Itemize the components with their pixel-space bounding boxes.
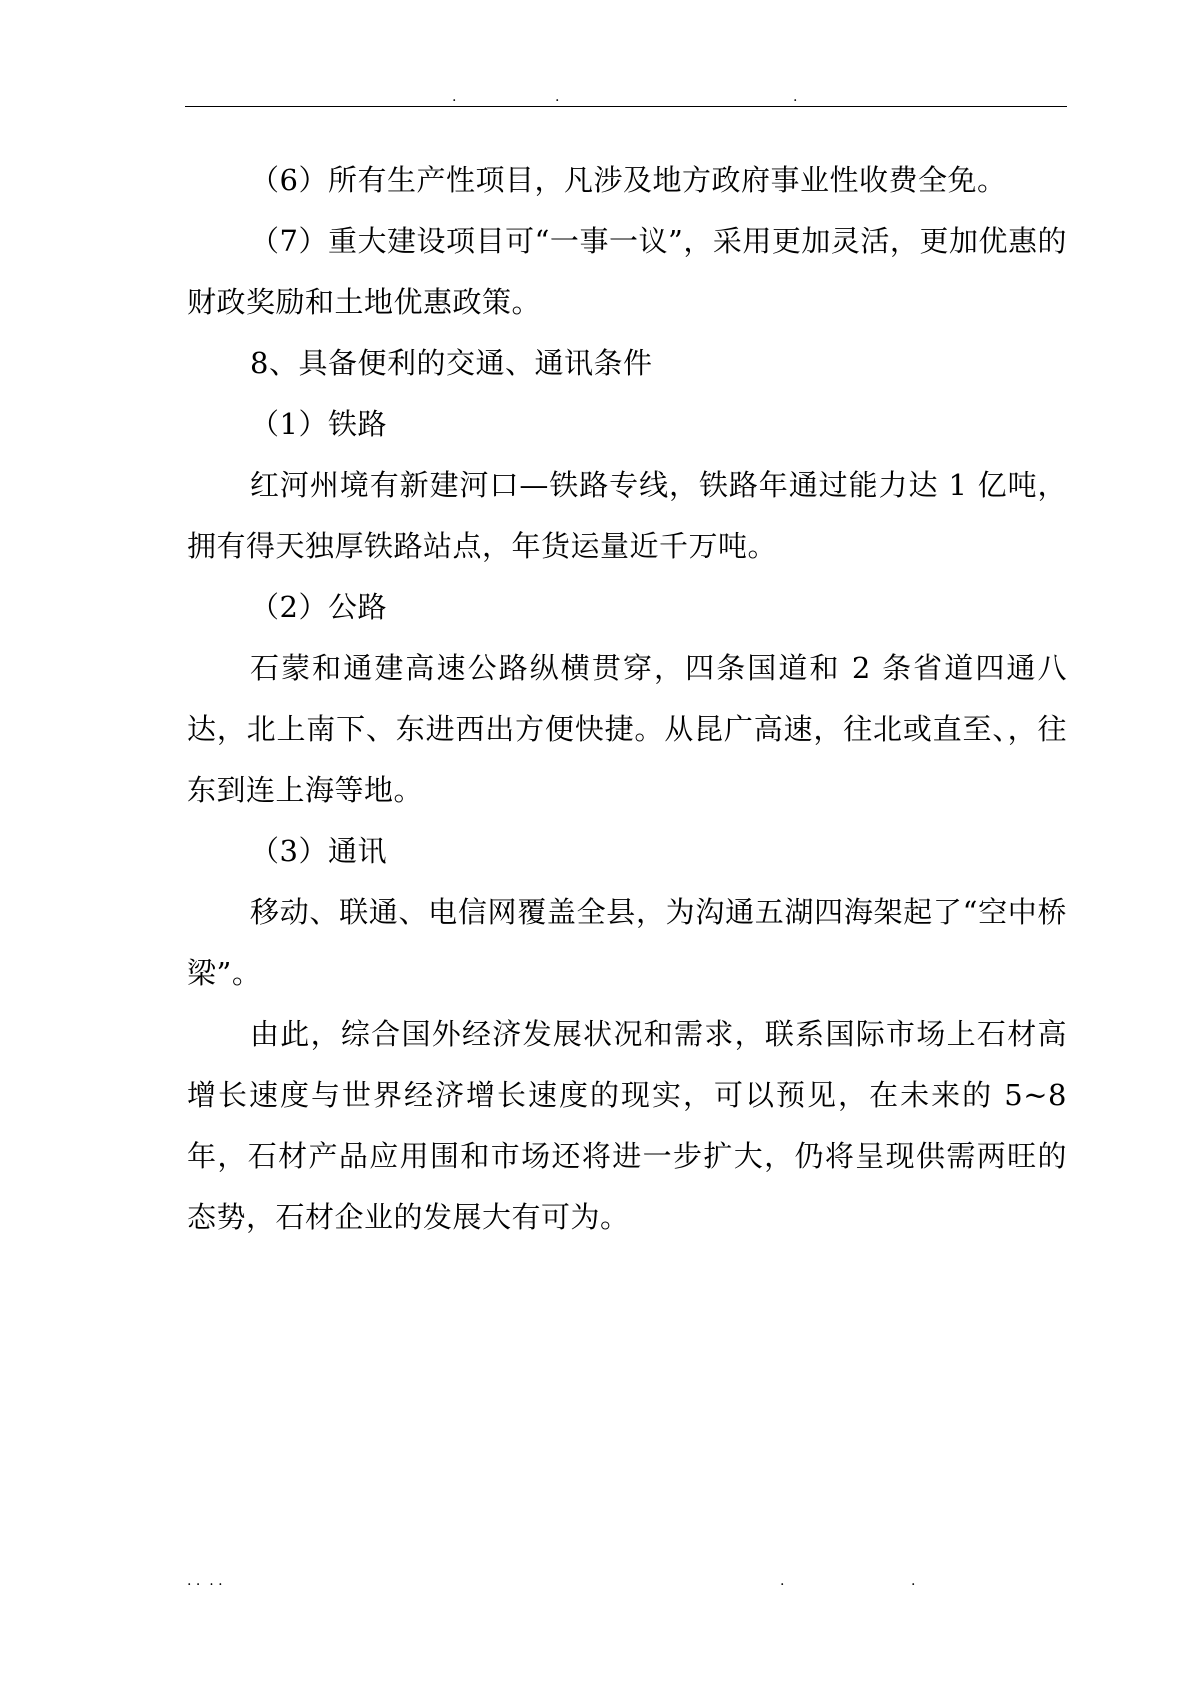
header-dot: . [555, 89, 560, 105]
footer-dot: . [911, 1573, 916, 1589]
header-rule [185, 106, 1067, 107]
footer-dots-left: . . . . [187, 1573, 223, 1589]
subheading-railway: （1）铁路 [250, 407, 387, 441]
section-heading-transport: 8、具备便利的交通、通讯条件 [250, 346, 653, 380]
header-dot: . [793, 89, 798, 105]
header-dot: . [452, 89, 457, 105]
paragraph-telecom: 移动、联通、电信网覆盖全县，为沟通五湖四海架起了“空中桥梁”。 [187, 895, 1067, 990]
paragraph-highway: 石蒙和通建高速公路纵横贯穿，四条国道和 2 条省道四通八达，北上南下、东进西出方便快捷。从昆广高速，往北或直至、，往东到连上海等地。 [187, 651, 1067, 807]
document-body [187, 150, 1067, 1248]
paragraph-conclusion: 由此，综合国外经济发展状况和需求，联系国际市场上石材高增长速度与世界经济增长速度的现实，可以预见，在未来的 5~8 年，石材产品应用围和市场还将进一步扩大，仍将呈现供需两旺的态势，石材企业的发展大有可为。 [187, 1017, 1067, 1234]
paragraph-major-projects: （7）重大建设项目可“一事一议”，采用更加灵活，更加优惠的财政奖励和土地优惠政策。 [187, 224, 1067, 319]
footer-dot: . [780, 1573, 785, 1589]
paragraph-railway: 红河州境有新建河口—铁路专线，铁路年通过能力达 1 亿吨，拥有得天独厚铁路站点，年货运量近千万吨。 [187, 468, 1067, 563]
subheading-highway: （2）公路 [250, 590, 387, 624]
paragraph-fee-exemption: （6）所有生产性项目，凡涉及地方政府事业性收费全免。 [250, 163, 1007, 197]
subheading-telecom: （3）通讯 [250, 834, 387, 868]
